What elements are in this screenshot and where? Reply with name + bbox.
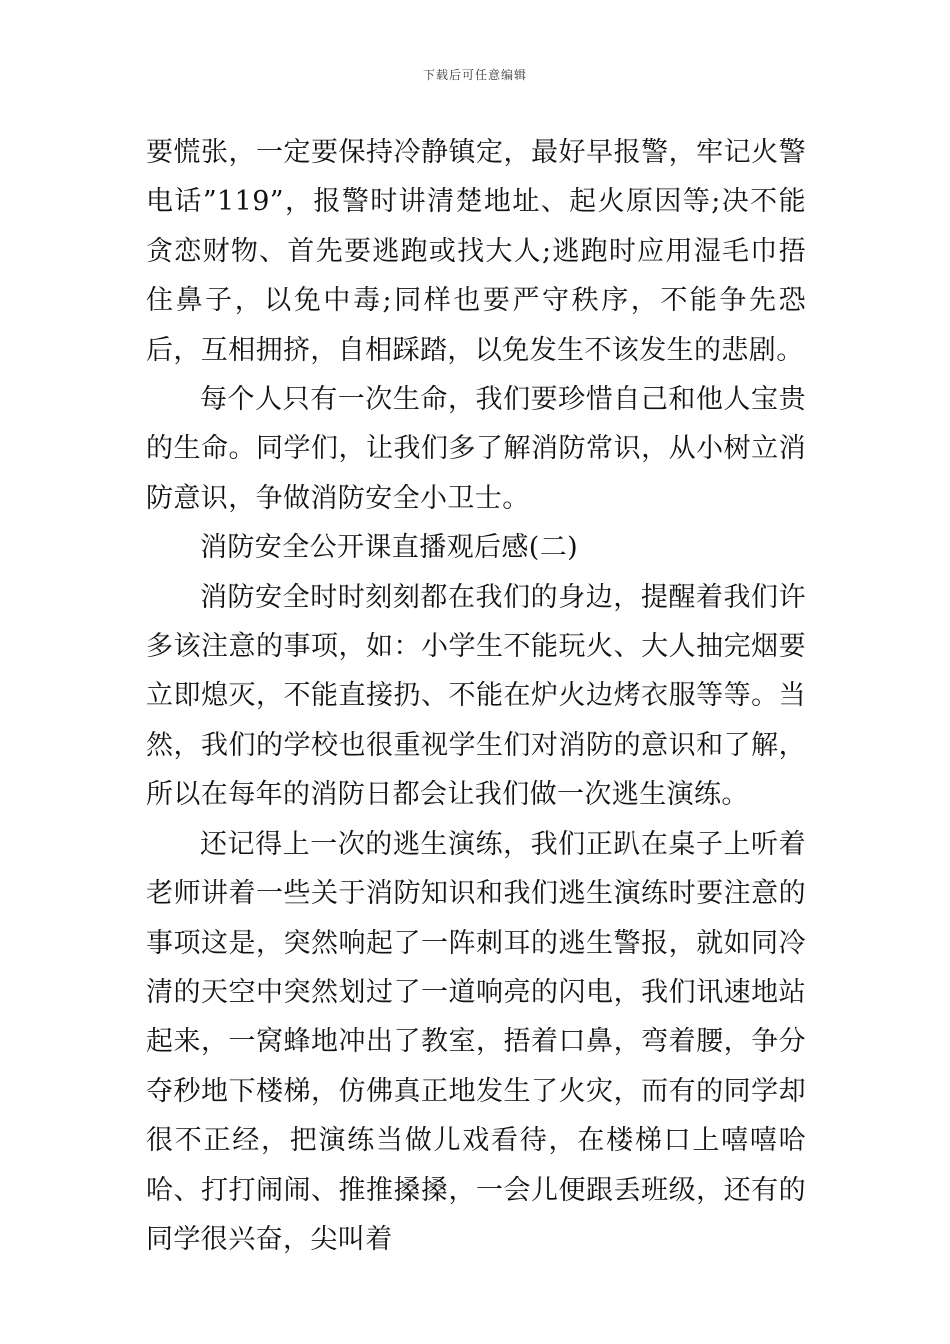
paragraph: 要慌张，一定要保持冷静镇定，最好早报警，牢记火警电话”119”，报警时讲清楚地址、起火原因等;决不能贪恋财物、首先要逃跑或找大人;逃跑时应用湿毛巾捂住鼻子，以免中毒;同样也要严守秩序，不能争先恐后，互相拥挤，自相踩踏，以免发生不该发生的悲剧。 [146, 137, 806, 366]
paragraph: 还记得上一次的逃生演练，我们正趴在桌子上听着老师讲着一些关于消防知识和我们逃生演练时要注意的事项这是，突然响起了一阵刺耳的逃生警报，就如同冷清的天空中突然划过了一道响亮的闪电，我们讯速地站起来，一窝蜂地冲出了教室，捂着口鼻，弯着腰，争分夺秒地下楼梯，仿佛真正地发生了火灾，而有的同学却很不正经，把演练当做儿戏看待，在楼梯口上嘻嘻哈哈、打打闹闹、推推搡搡，一会儿便跟丢班级，还有的同学很兴奋，尖叫着 [146, 828, 806, 1255]
paragraph: 每个人只有一次生命，我们要珍惜自己和他人宝贵的生命。同学们，让我们多了解消防常识，从小树立消防意识，争做消防安全小卫士。 [146, 384, 806, 514]
document-body [146, 128, 806, 1264]
section-heading: 消防安全公开课直播观后感(二) [200, 532, 579, 564]
header-note: 下载后可任意编辑 [422, 68, 527, 82]
paragraph: 消防安全时时刻刻都在我们的身边，提醒着我们许多该注意的事项，如：小学生不能玩火、大人抽完烟要立即熄灭，不能直接扔、不能在炉火边烤衣服等等。当然，我们的学校也很重视学生们对消防的意识和了解，所以在每年的消防日都会让我们做一次逃生演练。 [146, 581, 806, 811]
